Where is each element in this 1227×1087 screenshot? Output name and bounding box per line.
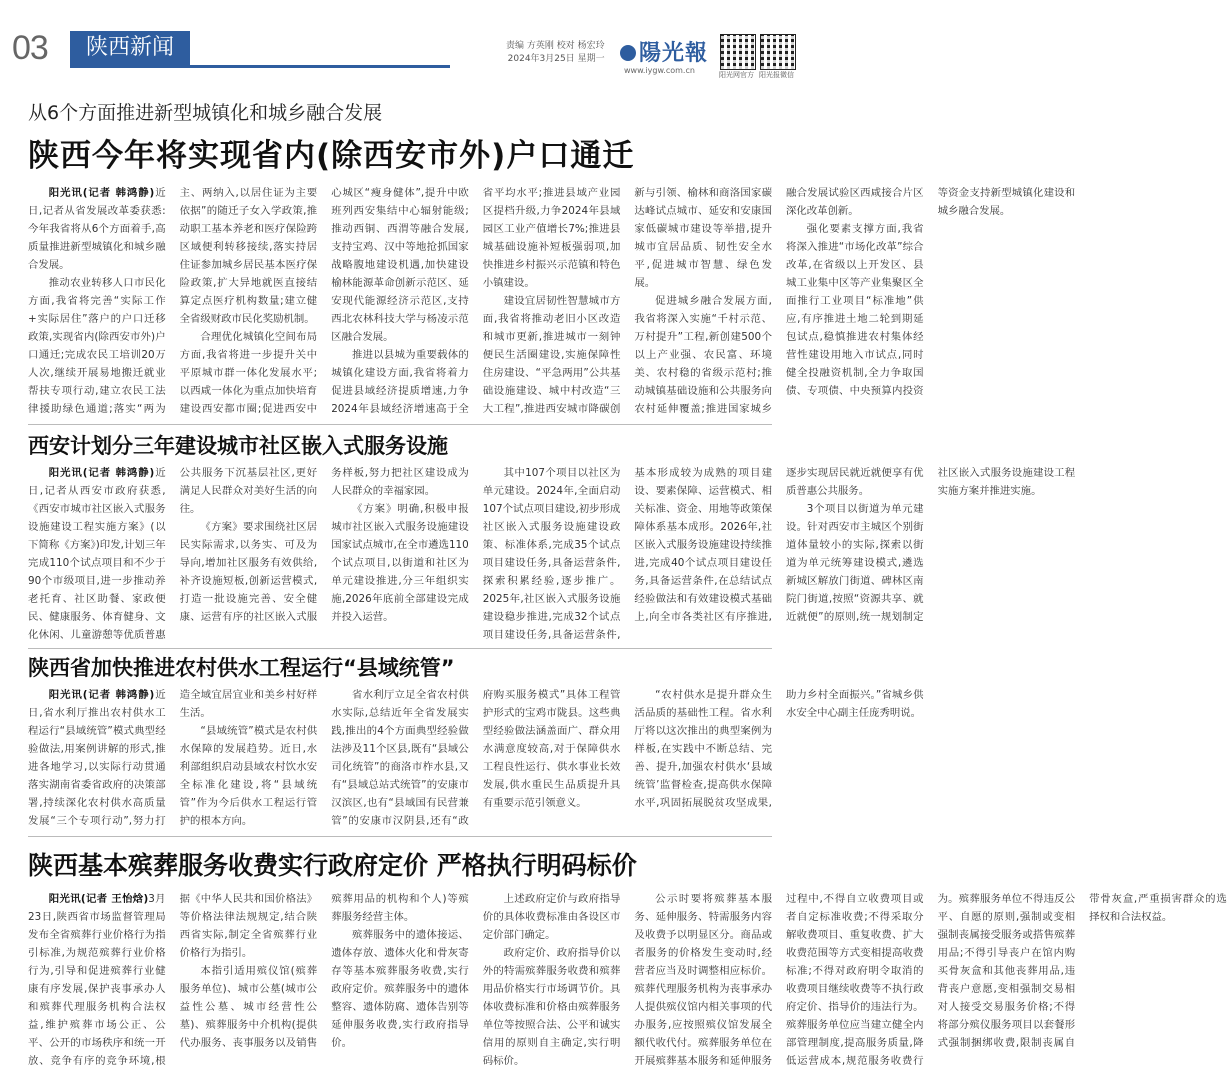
qr-code-icon[interactable] [760, 34, 796, 70]
logo-text: 陽光報 [639, 40, 709, 66]
article4-body [28, 890, 1227, 1080]
paragraph: 《方案》要求围绕社区居民实际需求,以务实、可及为导向,增加社区服务有效供给,补齐设施短板,创新运营模式,打造一批设施完善、安全健康、运营有序的社区嵌入式服务样板,努力把社区建设成为人民群众的幸福家园。 [179, 467, 469, 623]
qr-label: 阳光网官方 [719, 71, 754, 79]
section-rule [70, 65, 450, 68]
paragraph: 省水利厅立足全省农村供水实际,总结近年全省发展实践,推出的4个方面典型经验做法涉及11个区县,既有“县域公司化统管”的商洛市柞水县,又有“县域总站式统管”的安康市汉滨区,也有“县域国有民营兼管”的安康市汉阴县,还有“政府购买服务模式”具体工程管护形式的宝鸡市陇县。这些典型经验做法涵盖面广、群众用水满意度较高,对于保障供水工程良性运行、供水事业长效发展,供水重民生品质提升具有重要示范引领意义。 [331, 689, 621, 827]
newspaper-logo[interactable] [620, 36, 708, 67]
byline: 阳光讯(记者 韩鸿静) [48, 467, 155, 479]
paragraph: 合理优化城镇化空间布局方面,我省将进一步提升关中平原城市群一体化发展水平;以西咸一体化为重点加快培育建设西安都市圈;促进西安中心城区“瘦身健体”,提升中欧班列西安集结中心辐射能级;推动西铜、西渭等融合发展,支持宝鸡、汉中等地抢抓国家战略腹地建设机遇,加快建设榆林能源革命创新示范区、延安现代能源经济示范区,支持西北农林科技大学与杨凌示范区融合发展。 [179, 187, 469, 415]
sun-logo-icon [620, 45, 636, 61]
paragraph: 政府定价、政府指导价以外的特需殡葬服务收费和殡葬用品价格实行市场调节价。具体收费标准和价格由殡葬服务单位等按照合法、公平和诚实信用的原则自主确定,实行明码标价。 [482, 947, 621, 1067]
article1-kicker: 从6个方面推进新型城镇化和城乡融合发展 [28, 102, 383, 124]
paragraph: 近日,记者从西安市政府获悉,《西安市城市社区嵌入式服务设施建设工程实施方案》(以下简称《方案》)印发,计划三年完成110个试点项目和不少于90个市级项目,进一步推动养老托育、社区助餐、家政便民、健康服务、体育健身、文化休闲、儿童游憩等优质普惠公共服务下沉基层社区,更好满足人民群众对美好生活的向往。 [28, 467, 318, 641]
paragraph: 近日,记者从省发展改革委获悉:今年我省将从6个方面着手,高质量推进新型城镇化和城乡融合发展。 [28, 187, 166, 271]
byline: 阳光讯(记者 王怡焓) [48, 893, 149, 905]
paragraph: 促进城乡融合发展方面,我省将深入实施“千村示范、万村提升”工程,新创建500个以上产业强、农民富、环境美、农村稳的省级示范村;推动城镇基础设施和公共服务向农村延伸覆盖;推进国家城乡融合发展试验区西咸接合片区深化改革创新。 [634, 187, 924, 415]
paragraph: 殡葬服务中的遗体接运、遗体存放、遗体火化和骨灰寄存等基本殡葬服务收费,实行政府定价。殡葬服务中的遗体整容、遗体防腐、遗体告别等延伸服务收费,实行政府指导价。 [331, 929, 469, 1049]
article1-headline[interactable]: 陕西今年将实现省内(除西安市外)户口通迁 [28, 138, 635, 174]
paragraph: 3个项目以街道为单元建设。针对西安市主城区个别街道体量较小的实际,探索以街道为单元统筹建设模式,遴选新城区解放门街道、碑林区南院门街道,按照“资源共享、就近就便”的原则,统一规划制定社区嵌入式服务设施建设工程实施方案并推进实施。 [785, 467, 1076, 623]
section-tab[interactable]: 陕西新闻 [70, 31, 190, 65]
paragraph: 3月23日,陕西省市场监督管理局发布全省殡葬行业价格行为指引标准,为规范殡葬行业价格行为,引导和促进殡葬行业健康有序发展,保护丧事承办人和殡葬代理服务机构合法权益,维护殡葬市场公正、公平、公开的市场秩序和统一开放、竞争有序的竞争环境,根据《中华人民共和国价格法》等价格法律法规规定,结合陕西省实际,制定全省殡葬行业价格行为指引。 [28, 893, 318, 1067]
qr-code-icon[interactable] [720, 34, 756, 70]
paragraph: 近日,省水利厅推出农村供水工程运行“县域统管”模式典型经验做法,用案例讲解的形式,推进各地学习,以实际行动贯通落实湖南省委省政府的决策部署,持续深化农村供水高质量发展“三个专项行动”,努力打造全域宜居宜业和美乡村好样生活。 [28, 689, 318, 827]
paragraph: 推进以县城为重要载体的城镇化建设方面,我省将着力促进县域经济提质增速,力争2024年县域经济增速高于全省平均水平;推进县域产业园区提档升级,力争2024年县域园区工业产值增长7%;推进县城基础设施补短板强弱项,加快推进乡村振兴示范镇和特色小镇建设。 [331, 187, 621, 415]
paragraph: 建设宜居韧性智慧城市方面,我省将推动老旧小区改造和城市更新,推进城市一刻钟便民生活圈建设,实施保障性住房建设、“平急两用”公共基础设施建设、城中村改造“三大工程”,推进西安城市降碳创新与引领、榆林和商洛国家碳达峰试点城市、延安和安康国家低碳城市建设等举措,提升城市宜居品质、韧性安全水平,促进城市智慧、绿色发展。 [482, 187, 772, 415]
paragraph: 上述政府定价与政府指导价的具体收费标准由各设区市定价部门确定。 [482, 893, 621, 941]
byline: 阳光讯(记者 韩鸿静) [48, 689, 155, 701]
article2-body [28, 464, 1076, 644]
paragraph: “农村供水是提升群众生活品质的基础性工程。省水利厅将以这次推出的典型案例为样板,在实践中不断总结、完善、提升,加强农村供水‘县域统管’监督检查,提高供水保障水平,巩固拓展脱贫攻坚成果,助力乡村全面振兴。”省城乡供水安全中心副主任庞秀明说。 [634, 689, 924, 809]
divider [28, 836, 772, 837]
qr-label: 阳光报微信 [759, 71, 794, 79]
editor-info [506, 40, 605, 66]
page-number: 03 [12, 29, 48, 67]
article3-headline[interactable]: 陕西省加快推进农村供水工程运行“县域统管” [28, 656, 455, 680]
paragraph: 《方案》明确,积极申报城市社区嵌入式服务设施建设国家试点城市,在全市遴选110个试点项目,以街道和社区为单元建设推进,分三年组织实施,2026年底前全部建设完成并投入运营。 [331, 503, 469, 623]
divider [28, 648, 772, 649]
article1-body [28, 184, 1076, 420]
site-url[interactable]: www.iygw.com.cn [624, 66, 695, 75]
paragraph: 公示时要将殡葬基本服务、延伸服务、特需服务内容及收费予以明显区分。商品或者服务的价格发生变动时,经营者应当及时调整相应标价。殡葬代理服务机构为丧事承办人提供殡仪馆内相关事项的代办服务,应按照殡仪馆发展全额代收代付。殡葬服务单位在开展殡葬基本服务和延伸服务过程中,不得自立收费项目或者自定标准收费;不得采取分解收费项目、重复收费、扩大收费范围等方式变相提高收费标准;不得对政府明令取消的收费项目继续收费等不执行政府定价、指导价的违法行为。殡葬服务单位应当建立健全内部管理制度,提高服务质量,降低运营成本,规范服务收费行为。殡葬服务单位不得违反公平、自愿的原则,强制或变相强制丧属接受服务或搭售殡葬用品;不得引导丧户在馆内购买骨灰盒和其他丧葬用品,违背丧户意愿,变相强制交易相对人接受交易服务价格;不得将部分殡仪服务项目以套餐形式强制捆绑收费,限制丧属自带骨灰盒,严重损害群众的选择权和合法权益。 [634, 893, 1227, 1067]
article2-headline[interactable]: 西安计划分三年建设城市社区嵌入式服务设施 [28, 434, 448, 458]
paragraph: “县域统管”模式是农村供水保障的发展趋势。近日,水利部组织启动县域农村饮水安全标准化建设,将“县域统管”作为今后供水工程运行管护的根本方向。 [179, 725, 318, 827]
byline: 阳光讯(记者 韩鸿静) [48, 187, 155, 199]
masthead [0, 0, 800, 80]
paragraph: 推动农业转移人口市民化方面,我省将完善“实际工作+实际居住”落户的户口迁移政策,实现省内(除西安市外)户口通迁;完成农民工培训20万人次,继续开展易地搬迁就业帮扶专项行动,建立农民工法律援助绿色通道;落实“两为主、两纳入,以居住证为主要依据”的随迁子女入学政策,推动职工基本养老和医疗保险跨区域便利转移接续,落实持居住证参加城乡居民基本医疗保险政策,扩大异地就医直接结算定点医疗机构数量;建立健全省级财政市民化奖励机制。 [28, 187, 318, 415]
article3-body [28, 686, 924, 830]
date-line: 2024年3月25日 星期一 [507, 54, 605, 64]
divider [28, 424, 772, 425]
paragraph: 强化要素支撑方面,我省将深入推进“市场化改革”综合改革,在省级以上开发区、县城工业集中区等产业集聚区全面推行工业项目“标准地”供应,有序推进土地二轮到期延包试点,稳慎推进农村集体经营性建设用地入市试点,同时健全投融资机制,全力争取国债、专项债、中央预算内投资等资金支持新型城镇化建设和城乡融合发展。 [785, 187, 1076, 397]
paragraph: 本指引适用殡仪馆(殡葬服务单位)、城市公墓(城市公益性公墓、城市经营性公墓)、殡葬服务中介机构(提供代办服务、丧事服务以及销售殡葬用品的机构和个人)等殡葬服务经营主体。 [179, 893, 469, 1049]
paragraph: 其中107个项目以社区为单元建设。2024年,全面启动107个试点项目建设,初步形成社区嵌入式服务设施建设政策、标准体系,完成35个试点项目建设任务,具备运营条件,探索积累经验,逐步推广。2025年,社区嵌入式服务设施建设稳步推进,完成32个试点项目建设任务,具备运营条件,基本形成较为成熟的项目建设、要素保障、运营模式、相关标准、资金、用地等政策保障体系基本成形。2026年,社区嵌入式服务设施建设持续推进,完成40个试点项目建设任务,具备运营条件,在总结试点经验做法和有效建设模式基础上,向全市各类社区有序推进,逐步实现居民就近就便享有优质普惠公共服务。 [482, 467, 924, 641]
article4-headline[interactable]: 陕西基本殡葬服务收费实行政府定价 严格执行明码标价 [28, 851, 637, 880]
editor-line: 责编 方英刚 校对 杨宏玲 [506, 41, 605, 51]
